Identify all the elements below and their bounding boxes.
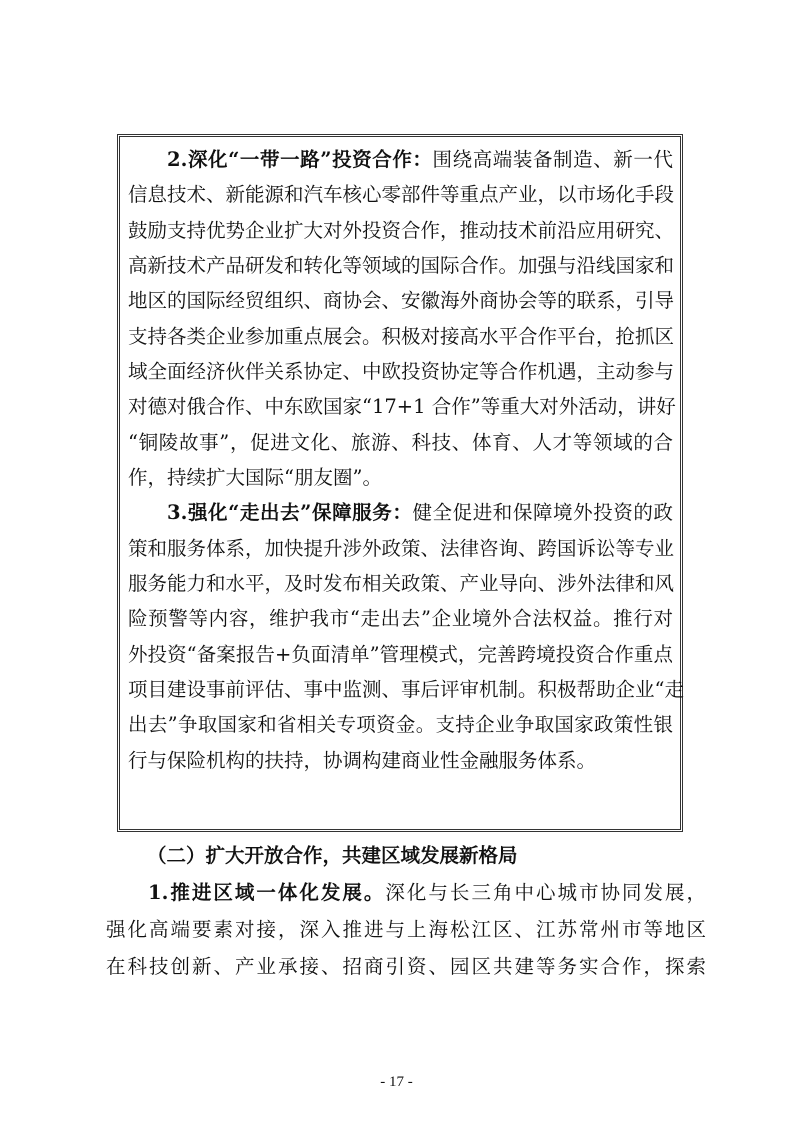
- p2-line-1: [128, 500, 673, 526]
- p2-heading: 3.强化“走出去”保障服务：: [167, 501, 413, 524]
- p1-first-line-rest: 围绕高端装备制造、新一代: [432, 148, 673, 171]
- p1-line-10: 作，持续扩大国际“朋友圈”。: [128, 466, 382, 489]
- p2-line-2: 策和服务体系，加快提升涉外政策、法律咨询、跨国诉讼等专业: [128, 537, 675, 560]
- p1-line-6: 支持各类企业参加重点展会。积极对接高水平合作平台，抢抓区: [128, 325, 675, 348]
- p1-heading: 2.深化“一带一路”投资合作：: [167, 148, 433, 171]
- p2-line-3: 服务能力和水平，及时发布相关政策、产业导向、涉外法律和风: [128, 572, 675, 595]
- p3-line-1: [106, 880, 706, 906]
- p1-line-8: 对德对俄合作、中东欧国家“17+1 合作”等重大对外活动，讲好: [128, 395, 676, 418]
- p2-line-6: 项目建设事前评估、事中监测、事后评审机制。积极帮助企业“走: [128, 678, 684, 701]
- p1-line-3: 鼓励支持优势企业扩大对外投资合作，推动技术前沿应用研究、: [128, 219, 675, 242]
- p3-line-2: 强化高端要素对接，深入推进与上海松江区、江苏常州市等地区: [106, 918, 706, 941]
- p2-line-5: 外投资“备案报告+负面清单”管理模式，完善跨境投资合作重点: [128, 643, 673, 666]
- p1-line-9: “铜陵故事”，促进文化、旅游、科技、体育、人才等领域的合: [128, 431, 673, 454]
- page-number: - 17 -: [380, 1074, 413, 1090]
- p2-line-7: 出去”争取国家和省相关专项资金。支持企业争取国家政策性银: [128, 713, 673, 736]
- p2-line-8: 行与保险机构的扶持，协调构建商业性金融服务体系。: [128, 749, 597, 772]
- p3-line-3: 在科技创新、产业承接、招商引资、园区共建等务实合作，探索: [106, 955, 706, 978]
- p2-line-4: 险预警等内容，维护我市“走出去”企业境外合法权益。推行对: [128, 607, 673, 630]
- p1-line-7: 域全面经济伙伴关系协定、中欧投资协定等合作机遇，主动参与: [128, 360, 675, 383]
- p1-line-1: [128, 147, 673, 173]
- section-title: （二）扩大开放合作，共建区域发展新格局: [147, 844, 518, 867]
- p1-line-2: 信息技术、新能源和汽车核心零部件等重点产业，以市场化手段: [128, 183, 675, 206]
- p3-heading: 1.推进区域一体化发展。: [148, 881, 386, 904]
- p2-first-line-rest: 健全促进和保障境外投资的政: [412, 501, 673, 524]
- p1-line-4: 高新技术产品研发和转化等领域的国际合作。加强与沿线国家和: [128, 254, 675, 277]
- p3-first-line-rest: 深化与长三角中心城市协同发展，: [385, 881, 706, 904]
- p1-line-5: 地区的国际经贸组织、商协会、安徽海外商协会等的联系，引导: [128, 289, 675, 312]
